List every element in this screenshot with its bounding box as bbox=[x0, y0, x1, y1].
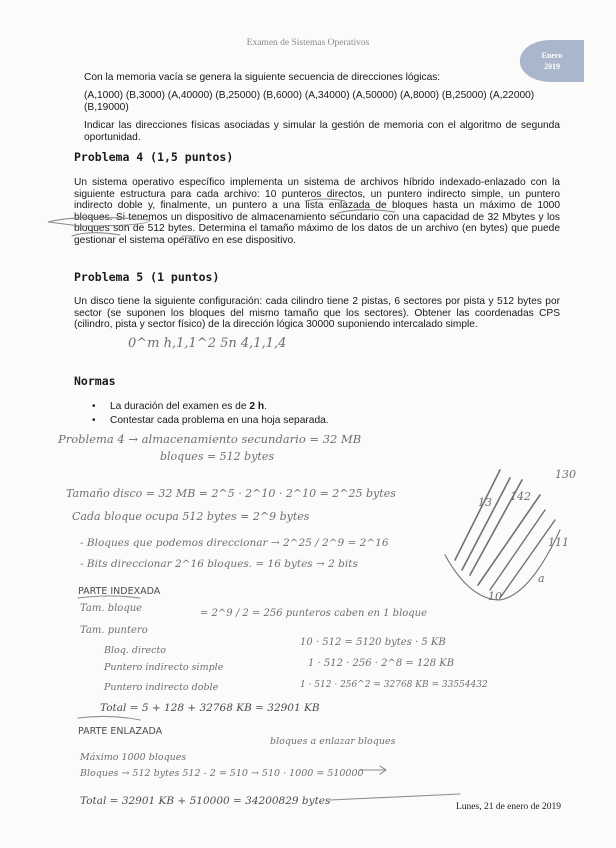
problem3-sequence: (A,1000) (B,3000) (A,40000) (B,25000) (B,6000) (A,34000) (A,50000) (A,8000) (B,25000) (A,22000) (B,19000) bbox=[84, 90, 535, 113]
problem5-text: Un disco tiene la siguiente configuración: cada cilindro tiene 2 pistas, 6 sectores por pista y 512 bytes por sector (se suponen los bloques del mismo tamaño que los sectores). Obtener las coordenadas CPS (cilindro, pista y sector físico) de la dirección lógica 30000 suponiendo intercalado simple. bbox=[74, 296, 560, 331]
handwriting-line: 10 · 512 = 5120 bytes · 5 KB bbox=[300, 637, 446, 648]
handwriting-note-p5: 0^m h,1,1^2 5n 4,1,1,4 bbox=[128, 336, 287, 351]
handwriting-line: Tam. puntero bbox=[80, 625, 148, 636]
handwriting-margin-digit: a bbox=[538, 572, 545, 585]
normas-title: Normas bbox=[74, 374, 116, 388]
normas-item bbox=[92, 414, 329, 428]
problem4-title: Problema 4 (1,5 puntos) bbox=[74, 150, 234, 164]
badge-month: Enero bbox=[541, 51, 563, 60]
footer-date: Lunes, 21 de enero de 2019 bbox=[456, 802, 561, 812]
handwriting-line: Puntero indirecto simple bbox=[104, 662, 224, 673]
handwriting-line: Tamaño disco = 32 MB = 2^5 · 2^10 · 2^10 = 2^25 bytes bbox=[66, 487, 396, 500]
header-title: Examen de Sistemas Operativos bbox=[246, 38, 370, 48]
problem4-text: Un sistema operativo específico implementa un sistema de archivos híbrido indexado-enlazado con la siguiente estructura para cada archivo: 10 punteros directos, un puntero indirecto simple, un puntero indirecto doble y, finalmente, un puntero a una lista enlazada de bloques hasta un máximo de 1000 bloques. Si tenemos un dispositivo de almacenamiento secundario con una capacidad de 32 Mbytes y los bloques son de 512 bytes. Determina el tamaño máximo de los datos de un archivo (en bytes) que puede gestionar el sistema operativo en ese dispositivo. bbox=[74, 177, 560, 246]
bullet-icon: • bbox=[92, 401, 96, 412]
normas-item-text: La duración del examen es de 2 h. bbox=[110, 401, 267, 412]
handwriting-line: - Bloques que podemos direccionar → 2^25 / 2^9 = 2^16 bbox=[80, 537, 389, 549]
handwriting-margin-digit: 10 bbox=[488, 590, 502, 603]
handwriting-line: - Bits direccionar 2^16 bloques. = 16 bytes → 2 bits bbox=[80, 558, 358, 570]
handwriting-line: Total = 32901 KB + 510000 = 34200829 bytes bbox=[80, 795, 331, 807]
normas-item bbox=[92, 400, 329, 414]
handwriting-line: = 2^9 / 2 = 256 punteros caben en 1 bloque bbox=[200, 608, 428, 619]
handwriting-margin-digit: 111 bbox=[548, 536, 569, 549]
handwriting-line: Bloq. directo bbox=[104, 645, 167, 656]
problem3-intro: Con la memoria vacía se genera la siguiente secuencia de direcciones lógicas: bbox=[84, 72, 441, 83]
handwriting-line: 1 · 512 · 256 · 2^8 = 128 KB bbox=[308, 658, 455, 669]
handwriting-margin-digit: 142 bbox=[510, 490, 531, 503]
handwriting-line: 1 · 512 · 256^2 = 32768 KB = 33554432 bbox=[300, 680, 488, 690]
handwriting-line: bloques a enlazar bloques bbox=[270, 736, 396, 747]
handwriting-heading: PARTE INDEXADA bbox=[78, 586, 161, 597]
problem3-task: Indicar las direcciones físicas asociadas y simular la gestión de memoria con el algoritmo de segunda oportunidad. bbox=[84, 120, 560, 143]
handwriting-line: Cada bloque ocupa 512 bytes = 2^9 bytes bbox=[72, 510, 310, 523]
handwriting-heading: PARTE ENLAZADA bbox=[78, 726, 163, 737]
handwriting-line: bloques = 512 bytes bbox=[160, 450, 274, 463]
handwriting-line: Puntero indirecto doble bbox=[104, 682, 219, 693]
handwriting-margin-digit: 130 bbox=[555, 468, 576, 481]
normas-list bbox=[92, 400, 329, 428]
problem5-title: Problema 5 (1 puntos) bbox=[74, 270, 220, 284]
handwriting-line: Total = 5 + 128 + 32768 KB = 32901 KB bbox=[100, 702, 320, 714]
bullet-icon: • bbox=[92, 415, 96, 426]
handwriting-line: Problema 4 → almacenamiento secundario = 32 MB bbox=[58, 432, 362, 446]
handwriting-line: Bloques → 512 bytes 512 - 2 = 510 → 510 · 1000 = 510000 bbox=[80, 768, 364, 779]
handwriting-line: Tam. bloque bbox=[80, 603, 143, 614]
handwriting-margin-digit: 13 bbox=[478, 496, 492, 509]
badge-year: 2019 bbox=[544, 62, 560, 71]
handwriting-line: Máximo 1000 bloques bbox=[80, 752, 187, 763]
normas-item-text: Contestar cada problema en una hoja separada. bbox=[110, 415, 329, 426]
